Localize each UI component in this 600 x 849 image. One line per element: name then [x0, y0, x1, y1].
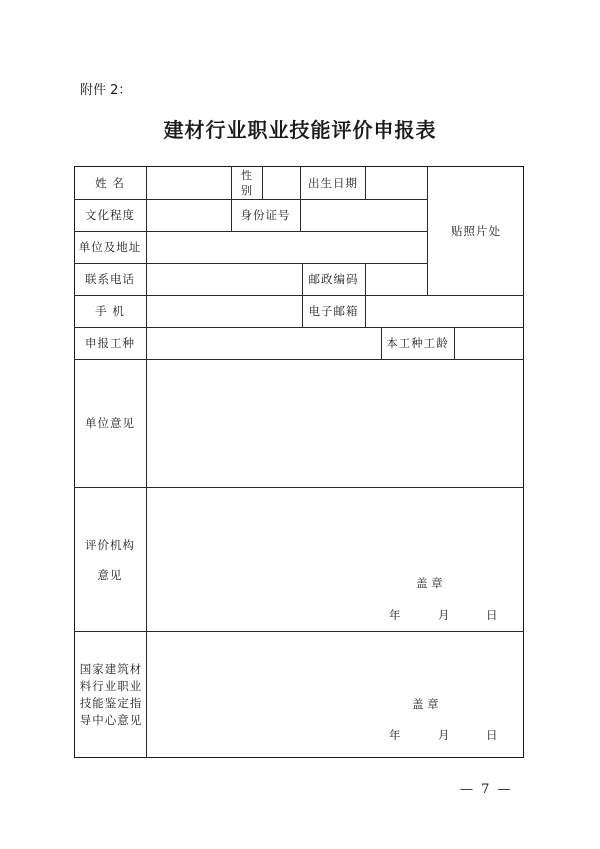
label-column-divider: [146, 166, 147, 758]
email-label: 电子邮箱: [308, 304, 359, 318]
gender-label: [232, 166, 262, 199]
gender-label-line2: 别: [241, 183, 253, 197]
month-label-2: 月: [438, 728, 450, 742]
birth-date-label: 出生日期: [308, 175, 358, 190]
years-in-occupation-label: 本工种工龄: [386, 336, 449, 350]
attachment-label: 附件 2：: [80, 83, 132, 98]
photo-area-label: 贴照片处: [451, 223, 501, 238]
month-label-1: 月: [438, 608, 450, 622]
year-label-2: 年: [389, 728, 401, 742]
day-label-2: 日: [486, 728, 498, 742]
col-divider: [454, 327, 455, 359]
year-label-1: 年: [389, 608, 401, 622]
phone-label: 联系电话: [85, 272, 135, 286]
seal-label-1: 盖 章: [416, 576, 443, 590]
employer-opinion-label: 单位意见: [85, 416, 135, 430]
evaluation-org-opinion-label: [74, 520, 146, 600]
evaluation-org-line2: 意见: [97, 568, 123, 582]
occupation-label: 申报工种: [85, 336, 135, 350]
mobile-label: 手 机: [95, 304, 125, 318]
day-label-1: 日: [486, 608, 498, 622]
col-divider: [365, 166, 366, 199]
education-label: 文化程度: [85, 208, 135, 222]
national-center-opinion-label: 国家建筑材料行业职业技能鉴定指导中心意见: [79, 661, 143, 727]
employer-address-label: 单位及地址: [78, 240, 142, 254]
name-label: 姓 名: [95, 175, 125, 190]
gender-label-line1: 性: [241, 168, 253, 182]
seal-label-2: 盖 章: [412, 697, 439, 711]
page-number: — 7 —: [460, 782, 513, 797]
evaluation-org-line1: 评价机构: [85, 538, 135, 552]
col-divider: [262, 166, 263, 199]
row-divider: [74, 487, 524, 488]
form-title: 建材行业职业技能评价申报表: [163, 118, 437, 142]
col-divider: [365, 263, 366, 327]
postal-code-label: 邮政编码: [308, 272, 359, 286]
id-number-label: 身份证号: [240, 208, 291, 222]
